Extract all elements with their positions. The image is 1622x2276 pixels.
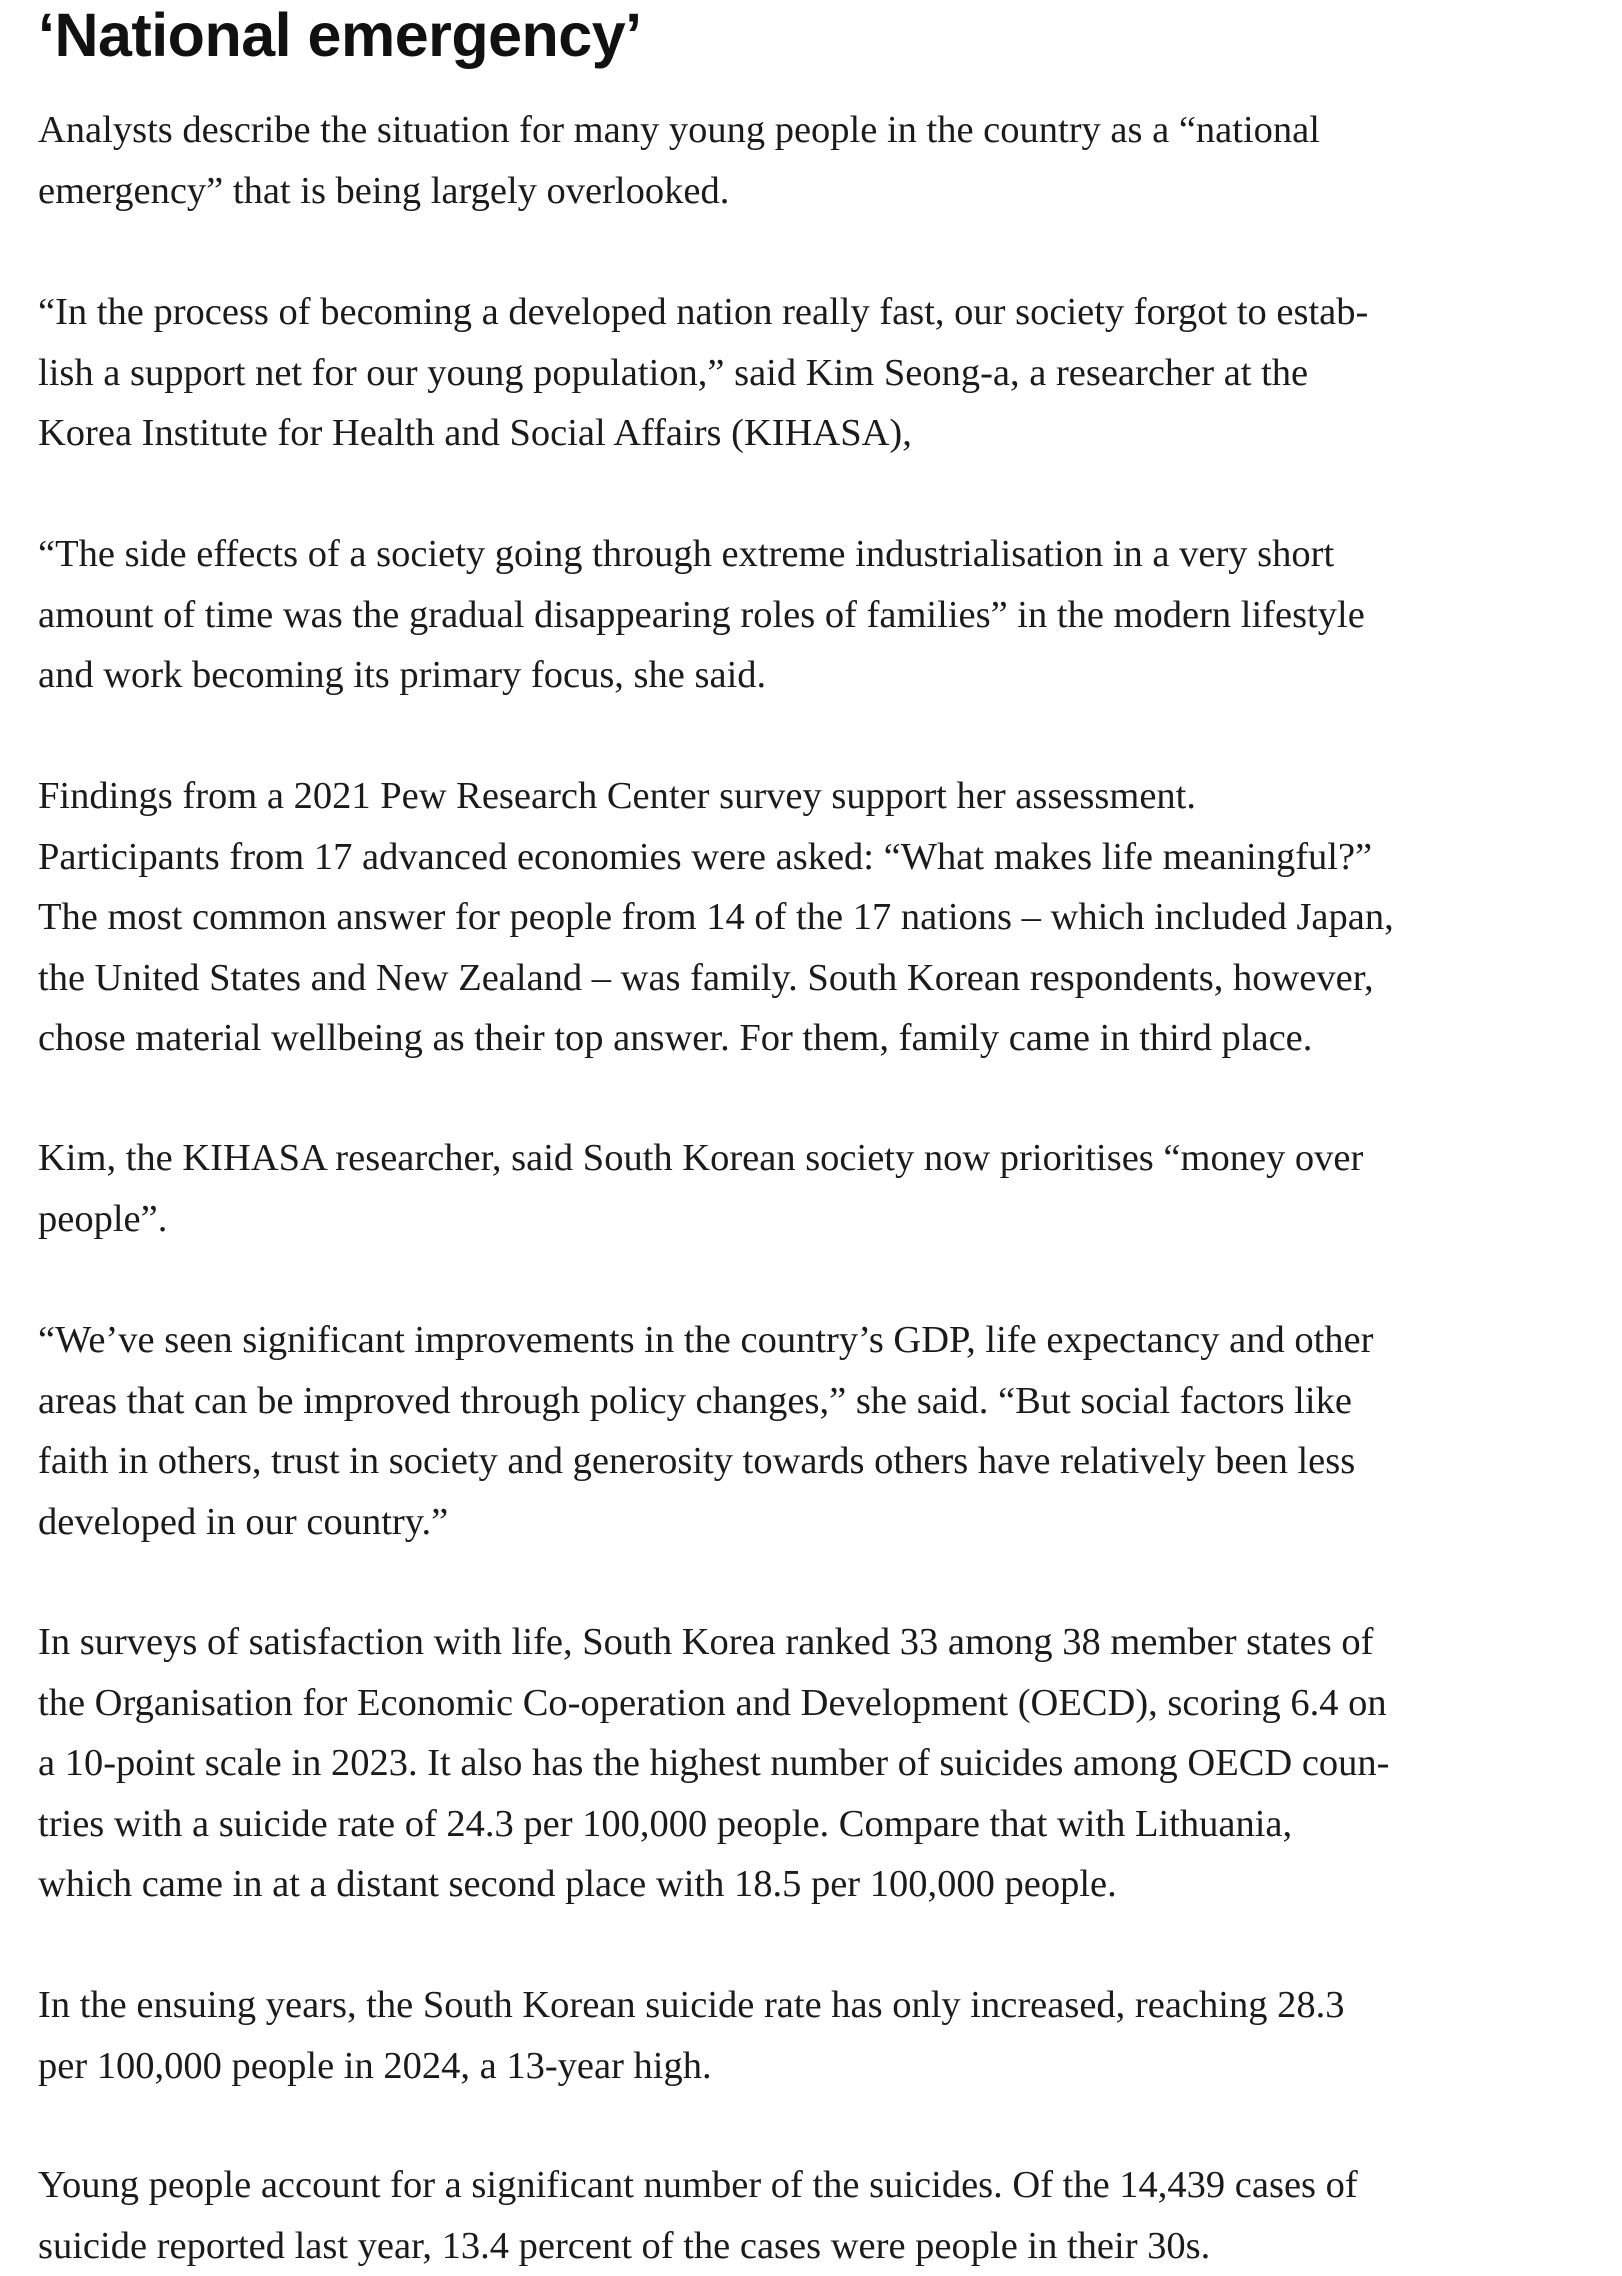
text-line: a 10-point scale in 2023. It also has the highest number of suicides among OECD coun- bbox=[38, 1733, 1390, 1794]
text-line: which came in at a distant second place with 18.5 per 100,000 people. bbox=[38, 1854, 1390, 1915]
text-line: “In the process of becoming a developed nation really fast, our society forgot to estab- bbox=[38, 282, 1368, 343]
paragraph-young-people-cases bbox=[38, 2155, 1358, 2276]
text-line: Young people account for a significant number of the suicides. Of the 14,439 cases of bbox=[38, 2155, 1358, 2216]
text-line: “The side effects of a society going through extreme industrialisation in a very short bbox=[38, 524, 1365, 585]
text-line: “We’ve seen significant improvements in the country’s GDP, life expectancy and other bbox=[38, 1310, 1373, 1371]
paragraph-quote-side-effects bbox=[38, 524, 1365, 706]
text-line: the United States and New Zealand – was family. South Korean respondents, however, bbox=[38, 948, 1394, 1009]
text-line: lish a support net for our young population,” said Kim Seong-a, a researcher at the bbox=[38, 343, 1368, 404]
text-line: per 100,000 people in 2024, a 13-year high. bbox=[38, 2036, 1344, 2097]
paragraph-suicide-rate-increase bbox=[38, 1975, 1344, 2096]
paragraph-analysts bbox=[38, 100, 1320, 221]
text-line: tries with a suicide rate of 24.3 per 100,000 people. Compare that with Lithuania, bbox=[38, 1794, 1390, 1855]
article-body bbox=[38, 0, 1598, 70]
text-line: emergency” that is being largely overlooked. bbox=[38, 161, 1320, 222]
text-line: chose material wellbeing as their top answer. For them, family came in third place. bbox=[38, 1008, 1394, 1069]
text-line: In the ensuing years, the South Korean suicide rate has only increased, reaching 28.3 bbox=[38, 1975, 1344, 2036]
text-line: Participants from 17 advanced economies were asked: “What makes life meaningful?” bbox=[38, 827, 1394, 888]
text-line: faith in others, trust in society and generosity towards others have relatively been less bbox=[38, 1431, 1373, 1492]
text-line: Kim, the KIHASA researcher, said South Korean society now prioritises “money over bbox=[38, 1128, 1363, 1189]
section-heading: ‘National emergency’ bbox=[38, 0, 1598, 70]
text-line: suicide reported last year, 13.4 percent of the cases were people in their 30s. bbox=[38, 2216, 1358, 2276]
text-line: the Organisation for Economic Co-operation and Development (OECD), scoring 6.4 on bbox=[38, 1673, 1390, 1734]
text-line: Analysts describe the situation for many young people in the country as a “national bbox=[38, 100, 1320, 161]
text-line: people”. bbox=[38, 1189, 1363, 1250]
text-line: areas that can be improved through policy changes,” she said. “But social factors like bbox=[38, 1371, 1373, 1432]
text-line: and work becoming its primary focus, she said. bbox=[38, 645, 1365, 706]
paragraph-quote-developed-nation bbox=[38, 282, 1368, 464]
text-line: The most common answer for people from 14 of the 17 nations – which included Japan, bbox=[38, 887, 1394, 948]
text-line: Korea Institute for Health and Social Affairs (KIHASA), bbox=[38, 403, 1368, 464]
text-line: In surveys of satisfaction with life, South Korea ranked 33 among 38 member states of bbox=[38, 1612, 1390, 1673]
paragraph-pew-findings bbox=[38, 766, 1394, 1069]
paragraph-money-over-people bbox=[38, 1128, 1363, 1249]
paragraph-quote-improvements bbox=[38, 1310, 1373, 1552]
text-line: developed in our country.” bbox=[38, 1492, 1373, 1553]
paragraph-oecd-survey bbox=[38, 1612, 1390, 1915]
text-line: amount of time was the gradual disappearing roles of families” in the modern lifestyle bbox=[38, 585, 1365, 646]
text-line: Findings from a 2021 Pew Research Center survey support her assessment. bbox=[38, 766, 1394, 827]
